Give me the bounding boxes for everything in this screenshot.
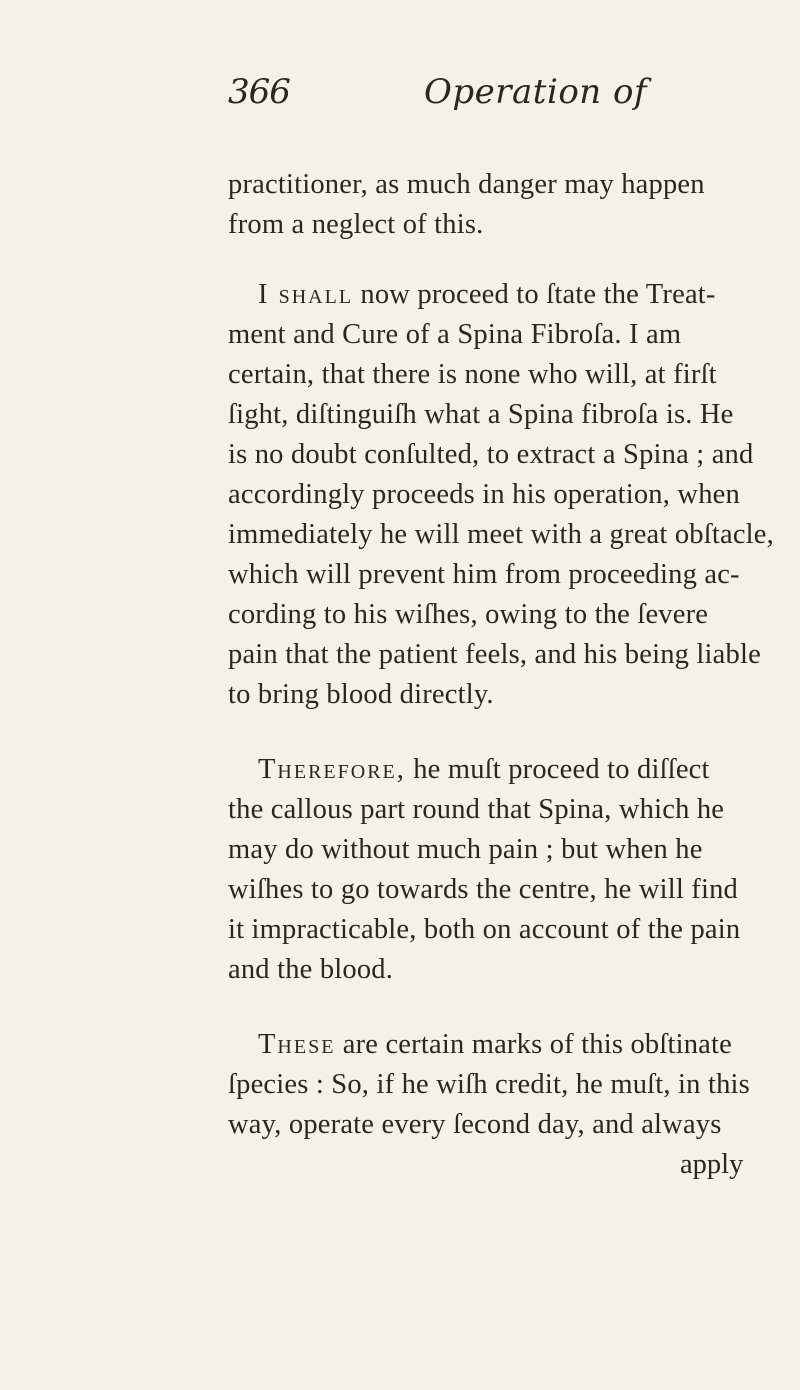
text-line: the callous part round that Spina, which he: [228, 794, 725, 825]
text-line: pain that the patient feels, and his being liable: [228, 639, 761, 670]
text-fragment: now proceed to ſtate the Treat-: [353, 279, 716, 310]
text-line: it impracticable, both on account of the pain: [228, 914, 741, 945]
running-title-main: Operation: [424, 72, 602, 112]
running-title: [424, 72, 647, 112]
text-fragment: he muſt proceed to diſſect: [405, 754, 710, 785]
text-fragment: are certain marks of this obſtinate: [335, 1029, 732, 1060]
text-line: accordingly proceeds in his operation, when: [228, 479, 740, 510]
text-line: and the blood.: [228, 954, 394, 985]
text-line: ment and Cure of a Spina Fibroſa. I am: [228, 319, 682, 350]
page-header: [228, 72, 748, 132]
text-line: wiſhes to go towards the centre, he will find: [228, 874, 739, 905]
text-line: from a neglect of this.: [228, 209, 484, 240]
text-line: way, operate every ſecond day, and always: [228, 1109, 722, 1140]
text-line: ſpecies : So, if he wiſh credit, he muſt, in this: [228, 1069, 750, 1100]
text-line: is no doubt conſulted, to extract a Spina ; and: [228, 439, 754, 470]
text-line: ſight, diſtinguiſh what a Spina fibroſa is. He: [228, 399, 734, 430]
text-line-lead: [258, 750, 710, 790]
text-line: certain, that there is none who will, at firſt: [228, 359, 717, 390]
text-line: practitioner, as much danger may happen: [228, 169, 705, 200]
catchword: apply: [680, 1149, 744, 1180]
text-line: which will prevent him from proceeding ac-: [228, 559, 740, 590]
running-title-of: of: [613, 72, 648, 112]
paragraph-lead: These: [258, 1029, 336, 1060]
text-line: may do without much pain ; but when he: [228, 834, 703, 865]
paragraph-lead: Therefore,: [258, 754, 406, 785]
text-line: to bring blood directly.: [228, 679, 494, 710]
text-line: immediately he will meet with a great obſtacle,: [228, 519, 774, 550]
page-number: 366: [228, 72, 290, 112]
text-line: cording to his wiſhes, owing to the ſevere: [228, 599, 709, 630]
text-line-lead: [258, 1025, 732, 1065]
text-line-lead: [258, 275, 716, 315]
paragraph-lead: I shall: [258, 279, 354, 310]
